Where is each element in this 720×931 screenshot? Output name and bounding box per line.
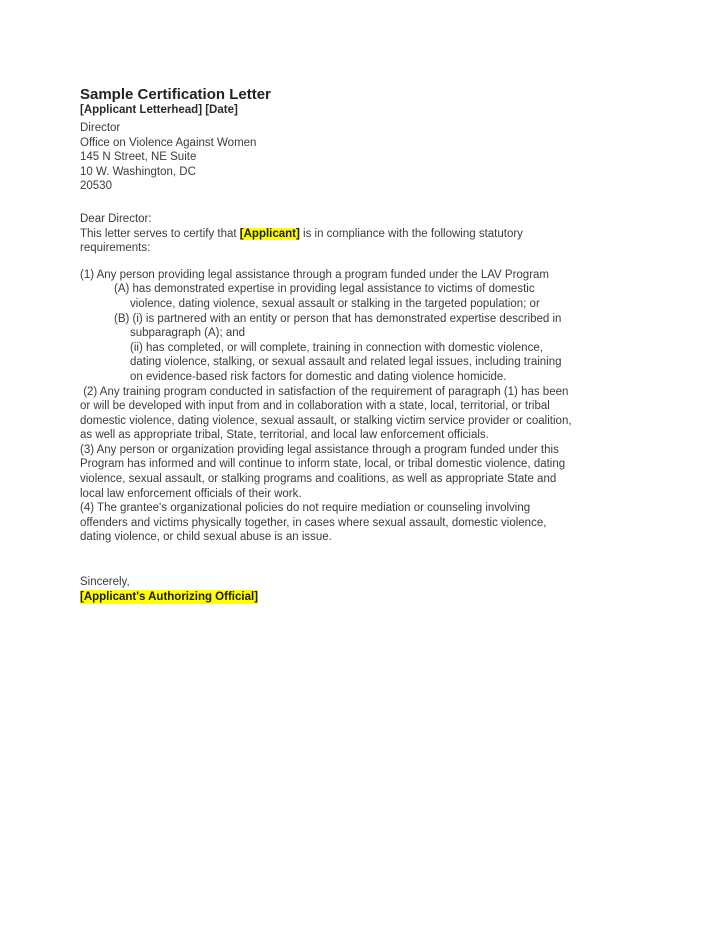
intro-text-after: is in compliance with the following statutory	[299, 227, 523, 240]
letterhead-date-line: [Applicant Letterhead] [Date]	[80, 104, 238, 116]
body-line: Program has informed and will continue to inform state, local, or tribal domestic violence, dating	[80, 458, 566, 471]
address-line: Director	[80, 122, 121, 134]
body-line: (3) Any person or organization providing legal assistance through a program funded under this	[80, 443, 559, 456]
body-line: (4) The grantee's organizational policies do not require mediation or counseling involving	[80, 502, 531, 515]
salutation: Dear Director:	[80, 212, 152, 225]
body-line: subparagraph (A); and	[130, 327, 246, 340]
body-line: or will be developed with input from and in collaboration with a state, local, territorial, or tribal	[80, 400, 550, 413]
body-line: (ii) has completed, or will complete, training in connection with domestic violence,	[130, 341, 543, 354]
body-line: violence, sexual assault, or stalking programs and coalitions, as well as appropriate State and	[80, 473, 557, 486]
body-line: dating violence, or child sexual abuse is an issue.	[80, 531, 332, 544]
body-line: (A) has demonstrated expertise in providing legal assistance to victims of domestic	[114, 283, 535, 296]
body-line: (1) Any person providing legal assistance through a program funded under the LAV Program	[80, 268, 550, 281]
applicant-placeholder-highlight: [Applicant]	[239, 227, 300, 240]
address-line: 10 W. Washington, DC	[80, 165, 196, 178]
intro-line-2: requirements:	[80, 242, 151, 255]
closing-salutation: Sincerely,	[80, 576, 130, 589]
address-line: 145 N Street, NE Suite	[80, 151, 197, 164]
body-line: local law enforcement officials of their work.	[80, 487, 302, 500]
closing-block	[80, 575, 662, 604]
letter-title: Sample Certification Letter	[80, 86, 271, 103]
body-line: dating violence, stalking, or sexual assault and related legal issues, including training	[130, 356, 562, 369]
body-line: (2) Any training program conducted in satisfaction of the requirement of paragraph (1) has been	[80, 385, 569, 398]
address-line: Office on Violence Against Women	[80, 136, 257, 149]
address-line: 20530	[80, 180, 112, 193]
recipient-address-block	[80, 121, 662, 194]
body-line: offenders and victims physically together, in cases where sexual assault, domestic violence,	[80, 516, 547, 529]
body-line: violence, dating violence, sexual assault or stalking in the targeted population; or	[130, 297, 540, 310]
body-line: domestic violence, dating violence, sexual assault, or stalking victim service provider or coalition,	[80, 414, 572, 427]
authorizing-official-placeholder-highlight: [Applicant's Authorizing Official]	[80, 590, 258, 603]
body-line: (B) (i) is partnered with an entity or person that has demonstrated expertise described in	[114, 312, 562, 325]
letter-body	[80, 268, 662, 545]
body-line: as well as appropriate tribal, State, territorial, and local law enforcement officials.	[80, 429, 489, 442]
body-line: on evidence-based risk factors for domestic and dating violence homicide.	[130, 370, 507, 383]
intro-text-before: This letter serves to certify that	[80, 227, 240, 240]
salutation-block	[80, 212, 662, 256]
intro-line-1	[80, 227, 662, 242]
